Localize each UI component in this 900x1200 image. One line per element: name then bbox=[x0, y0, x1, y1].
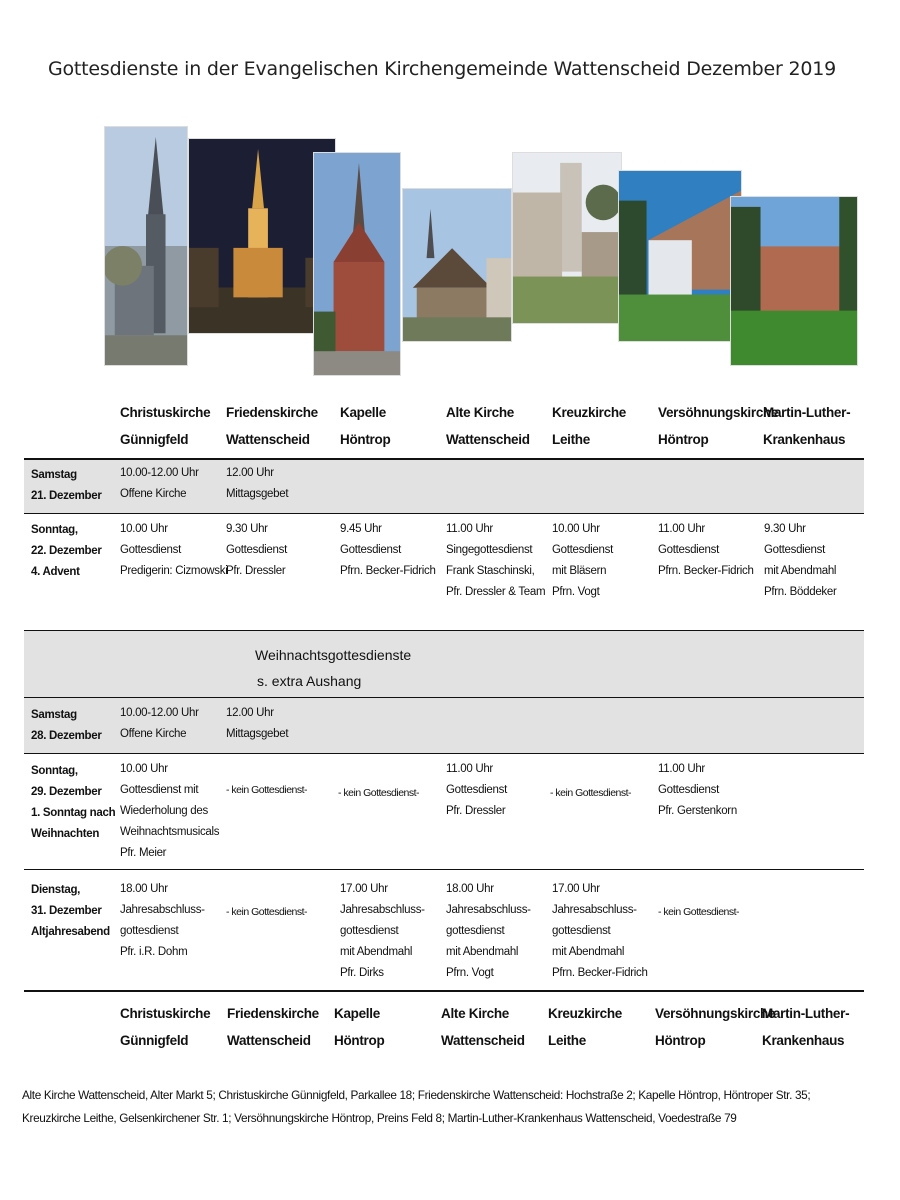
column-header-kreuzkirche: Kreuzkirche Leithe bbox=[552, 405, 626, 447]
versoehnungskirche-photo bbox=[618, 170, 742, 342]
service-so29-kreuzkirche: - kein Gottesdienst- bbox=[550, 787, 632, 799]
service-sa28-friedenskirche: 12.00 Uhr Mittagsgebet bbox=[226, 707, 289, 740]
column-header-versoehnungskirche: Versöhnungskirche Höntrop bbox=[658, 405, 779, 447]
service-so29-christuskirche: 10.00 Uhr Gottesdienst mit Wiederholung des Weihnachtsmusicals Pfr. Meier bbox=[120, 763, 220, 859]
service-sa28-christuskirche: 10.00-12.00 Uhr Offene Kirche bbox=[120, 707, 199, 740]
alte-kirche-photo bbox=[402, 188, 512, 342]
footer-header-kreuzkirche: Kreuzkirche Leithe bbox=[548, 1006, 622, 1048]
service-so22-christuskirche: 10.00 Uhr Gottesdienst Predigerin: Cizmowski bbox=[120, 523, 228, 577]
footer-header-versoehnungskirche: Versöhnungskirche Höntrop bbox=[655, 1006, 776, 1048]
footer-header-krankenhaus: Martin-Luther- Krankenhaus bbox=[762, 1006, 850, 1048]
service-so29-kapelle: - kein Gottesdienst- bbox=[338, 787, 420, 799]
service-di31-versoehnungskirche: - kein Gottesdienst- bbox=[658, 906, 740, 918]
page-title: Gottesdienste in der Evangelischen Kirchengemeinde Wattenscheid Dezember 2019 bbox=[47, 58, 837, 80]
day-label-so29: Sonntag, 29. Dezember 1. Sonntag nach Weihnachten bbox=[31, 765, 116, 840]
row-divider bbox=[24, 513, 864, 514]
service-sa21-friedenskirche: 12.00 Uhr Mittagsgebet bbox=[226, 467, 289, 500]
krankenhaus-photo bbox=[730, 196, 858, 366]
footer-header-friedenskirche: Friedenskirche Wattenscheid bbox=[227, 1006, 319, 1048]
day-label-sa28: Samstag 28. Dezember bbox=[31, 709, 102, 742]
service-di31-christuskirche: 18.00 Uhr Jahresabschluss- gottesdienst Pfr. i.R. Dohm bbox=[120, 883, 205, 958]
column-header-alte-kirche: Alte Kirche Wattenscheid bbox=[446, 405, 530, 447]
footer-header-kapelle: Kapelle Höntrop bbox=[334, 1006, 385, 1048]
row-divider bbox=[24, 753, 864, 754]
column-header-krankenhaus: Martin-Luther- Krankenhaus bbox=[763, 405, 851, 447]
day-label-so22: Sonntag, 22. Dezember 4. Advent bbox=[31, 524, 102, 578]
column-header-christuskirche: Christuskirche Günnigfeld bbox=[120, 405, 211, 447]
row-band-weihnacht bbox=[24, 631, 864, 697]
address-footnote: Alte Kirche Wattenscheid, Alter Markt 5; Christuskirche Günnigfeld, Parkallee 18; Friedenskirche Wattenscheid: Hochstraße 2; Kapelle Höntrop, Höntroper Str. 35; Kreuzkirche Leithe, Gelsenkirchener Str. 1; Versöhnungskirche Höntrop, Preins Feld 8; Martin-Luther-Krankenhaus Wattenscheid, Voedestraße 79 bbox=[22, 1088, 811, 1125]
column-header-friedenskirche: Friedenskirche Wattenscheid bbox=[226, 405, 318, 447]
service-so29-versoehnungskirche: 11.00 Uhr Gottesdienst Pfr. Gerstenkorn bbox=[658, 763, 737, 817]
christuskirche-photo bbox=[104, 126, 188, 366]
service-di31-kapelle: 17.00 Uhr Jahresabschluss- gottesdienst mit Abendmahl Pfr. Dirks bbox=[340, 883, 425, 979]
day-label-sa21: Samstag 21. Dezember bbox=[31, 469, 102, 502]
column-header-kapelle: Kapelle Höntrop bbox=[340, 405, 391, 447]
service-so29-friedenskirche: - kein Gottesdienst- bbox=[226, 784, 308, 796]
footer-header-alte-kirche: Alte Kirche Wattenscheid bbox=[441, 1006, 525, 1048]
service-so29-alte-kirche: 11.00 Uhr Gottesdienst Pfr. Dressler bbox=[446, 763, 507, 817]
service-so22-kreuzkirche: 10.00 Uhr Gottesdienst mit Bläsern Pfrn. Vogt bbox=[552, 523, 613, 598]
service-di31-friedenskirche: - kein Gottesdienst- bbox=[226, 906, 308, 918]
day-label-di31: Dienstag, 31. Dezember Altjahresabend bbox=[31, 884, 110, 938]
kreuzkirche-photo bbox=[512, 152, 622, 324]
christmas-services-note: Weihnachtsgottesdienste s. extra Aushang bbox=[255, 647, 412, 689]
service-so22-kapelle: 9.45 Uhr Gottesdienst Pfrn. Becker-Fidrich bbox=[340, 523, 436, 577]
service-sa21-christuskirche: 10.00-12.00 Uhr Offene Kirche bbox=[120, 467, 199, 500]
table-bottom-rule bbox=[24, 990, 864, 992]
service-so22-krankenhaus: 9.30 Uhr Gottesdienst mit Abendmahl Pfrn. Böddeker bbox=[764, 523, 837, 598]
service-di31-kreuzkirche: 17.00 Uhr Jahresabschluss- gottesdienst mit Abendmahl Pfrn. Becker-Fidrich bbox=[552, 883, 648, 979]
kapelle-photo bbox=[313, 152, 401, 376]
footer-header-christuskirche: Christuskirche Günnigfeld bbox=[120, 1006, 211, 1048]
row-divider bbox=[24, 869, 864, 870]
service-so22-versoehnungskirche: 11.00 Uhr Gottesdienst Pfrn. Becker-Fidrich bbox=[658, 523, 754, 577]
service-so22-friedenskirche: 9.30 Uhr Gottesdienst Pfr. Dressler bbox=[226, 523, 287, 577]
service-di31-alte-kirche: 18.00 Uhr Jahresabschluss- gottesdienst mit Abendmahl Pfrn. Vogt bbox=[446, 883, 531, 979]
service-so22-alte-kirche: 11.00 Uhr Singegottesdienst Frank Staschinski, Pfr. Dressler & Team bbox=[446, 523, 546, 598]
